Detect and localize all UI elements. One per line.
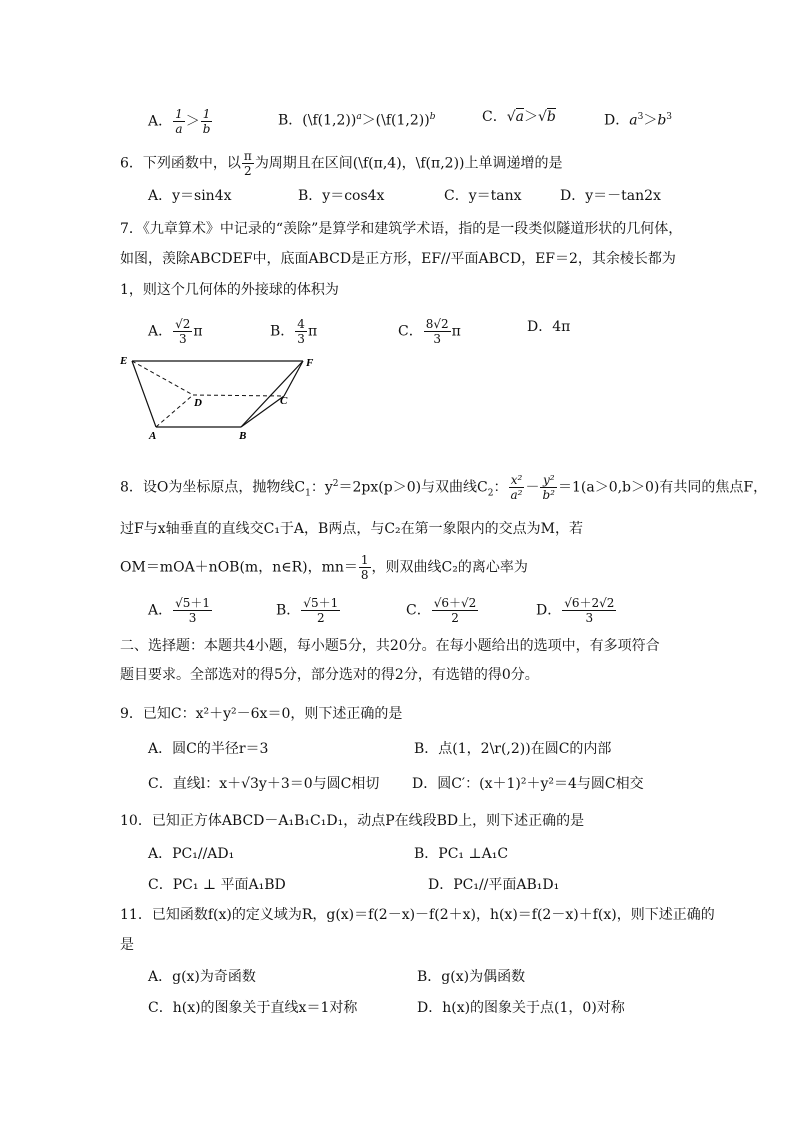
q7-stem-line3: 1，则这个几何体的外接球的体积为 [120, 282, 339, 298]
q7-stem-line2: 如图，羡除ABCDEF中，底面ABCD是正方形，EF//平面ABCD，EF＝2，其余棱长都为 [120, 251, 676, 267]
q6-option-a: A．y＝sin4x [148, 188, 232, 204]
q10-option-a: A．PC₁//AD₁ [148, 846, 235, 862]
fraction: $\frac{\text{x²}}{\text{a²}}$ [510, 473, 523, 502]
q5-option-d: D．$a^3>b^3$ [604, 112, 673, 129]
fraction: $\frac{√6+√2}{2}$ [433, 596, 477, 625]
fraction: $\frac{√2}{3}$ [175, 317, 191, 346]
fraction: $\frac{√5+1}{2}$ [303, 596, 339, 625]
q8-option-b: B． $\frac{√5+1}{2}$ [276, 596, 339, 625]
vertex-label-a: A [149, 430, 157, 442]
fraction: $\frac{√6+2√2}{3}$ [564, 596, 615, 625]
fraction: $\frac{\text{y²}}{\text{b²}}$ [542, 473, 555, 502]
q9-option-c: C．直线l：x＋√3y＋3＝0与圆C相切 [148, 776, 380, 792]
q5-option-c: C．√a＞√b [482, 109, 556, 125]
q6-stem: 6．下列函数中，以 $\frac{\pi}{2}$ 为周期且在区间(\f(π,4)，\f(π,2))上单调递增的是 [120, 149, 563, 178]
q8-option-c: C． $\frac{√6+√2}{2}$ [406, 596, 477, 625]
section2-instructions-line2: 题目要求。全部选对的得5分，部分选对的得2分，有选错的得0分。 [120, 667, 539, 683]
q9-stem: 9．已知C：x²＋y²－6x＝0，则下述正确的是 [120, 706, 403, 722]
vertex-label-d: D [194, 397, 202, 409]
q10-stem: 10．已知正方体ABCD－A₁B₁C₁D₁，动点P在线段BD上，则下述正确的是 [120, 813, 585, 829]
q10-option-d: D．PC₁//平面AB₁D₁ [428, 877, 560, 893]
q8-option-d: D． $\frac{√6+2√2}{3}$ [536, 596, 615, 625]
vertex-label-b: B [239, 430, 247, 442]
fraction: $\frac{1}{b}$ [202, 107, 211, 136]
fraction: $\frac{1}{8}$ [360, 553, 369, 582]
q5-option-a: A． $\frac{1}{a}$ ＞ $\frac{1}{b}$ [148, 107, 211, 136]
q11-option-a: A．g(x)为奇函数 [148, 969, 256, 985]
q11-stem-line2: 是 [120, 937, 134, 953]
q9-option-d: D．圆C′：(x＋1)²＋y²＝4与圆C相交 [412, 776, 644, 792]
q10-option-b: B．PC₁ ⊥A₁C [414, 846, 509, 862]
q7-option-d: D．4π [527, 319, 571, 335]
vertex-label-f: F [306, 357, 314, 369]
fraction: $\frac{1}{a}$ [175, 107, 183, 136]
vertex-label-c: C [280, 395, 288, 407]
q9-option-b: B．点(1，2\r(,2))在圆C的内部 [414, 741, 612, 757]
q6-option-c: C．y＝tanx [444, 188, 522, 204]
section2-instructions-line1: 二、选择题：本题共4小题，每小题5分，共20分。在每小题给出的选项中，有多项符合 [120, 638, 660, 654]
q11-option-b: B．g(x)为偶函数 [417, 969, 526, 985]
q10-option-c: C．PC₁ ⊥ 平面A₁BD [148, 877, 286, 893]
q7-option-c: C． $\frac{8√2}{3}$ π [398, 317, 461, 346]
vertex-label-e: E [120, 355, 128, 367]
q5-option-b: B．(\f(1,2))$^a$＞(\f(1,2))$^b$ [278, 112, 436, 129]
q11-stem-line1: 11．已知函数f(x)的定义域为R，g(x)＝f(2－x)－f(2＋x)，h(x)＝f(2－x)＋f(x)，则下述正确的 [120, 907, 715, 923]
fraction: $\frac{4}{3}$ [297, 317, 305, 346]
q8-option-a: A． $\frac{√5+1}{3}$ [148, 596, 211, 625]
q8-stem-line3: OM＝mOA＋nOB(m，n∈R)，mn＝ $\frac{1}{8}$ ，则双曲线C₂的离心率为 [120, 553, 528, 582]
q11-option-c: C．h(x)的图象关于直线x＝1对称 [148, 1000, 358, 1016]
q9-option-a: A．圆C的半径r＝3 [148, 741, 269, 757]
q7-option-b: B． $\frac{4}{3}$ π [270, 317, 318, 346]
q8-stem-line1: 8．设O为坐标原点，抛物线$C_1$：$y^2=2px(p>0)$与双曲线$C_2$： $\frac{\text{x²}}{\text{a²}}$ － $\frac{\text{y²}}{\text{b²}}$ ＝1(a＞0,b＞0)有共同的焦点F， [120, 473, 768, 502]
fraction: $\frac{8√2}{3}$ [425, 317, 449, 346]
q8-stem-line2: 过F与x轴垂直的直线交C₁于A，B两点，与C₂在第一象限内的交点为M，若 [120, 521, 583, 537]
q11-option-d: D．h(x)的图象关于点(1，0)对称 [417, 1000, 625, 1016]
q6-option-b: B．y＝cos4x [298, 188, 385, 204]
q6-option-d: D．y＝－tan2x [560, 188, 661, 204]
q7-option-a: A． $\frac{√2}{3}$ π [148, 317, 203, 346]
q7-stem-line1: 7．《九章算术》中记录的“羡除”是算学和建筑学术语，指的是一段类似隧道形状的几何体， [120, 221, 683, 237]
fraction: $\frac{\pi}{2}$ [243, 149, 252, 178]
fraction: $\frac{√5+1}{3}$ [175, 596, 211, 625]
q7-figure-xianchu [118, 352, 318, 442]
